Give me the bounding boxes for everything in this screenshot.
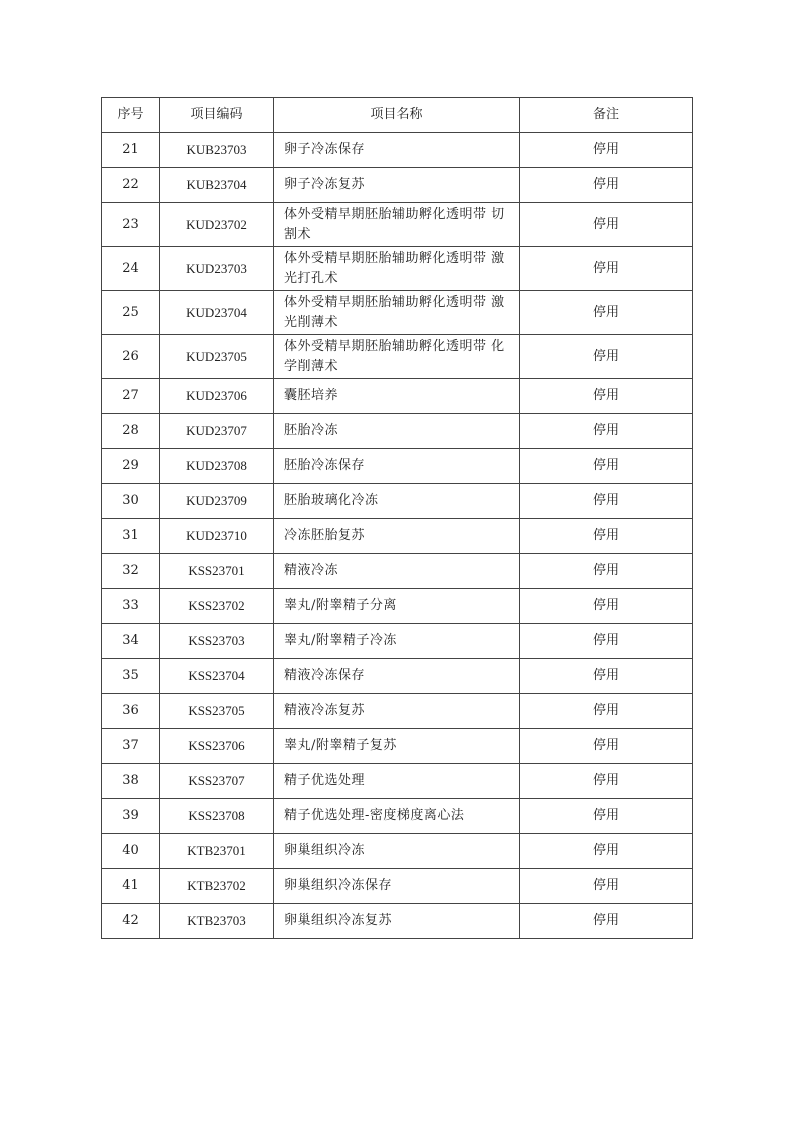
item-note: 停用 xyxy=(520,834,693,869)
item-code: KUD23710 xyxy=(160,519,274,554)
item-name: 体外受精早期胚胎辅助孵化透明带 激光打孔术 xyxy=(274,247,520,291)
item-name: 胚胎玻璃化冷冻 xyxy=(274,484,520,519)
items-table xyxy=(101,97,693,939)
item-code: KUD23706 xyxy=(160,379,274,414)
item-name: 卵巢组织冷冻复苏 xyxy=(274,904,520,939)
row-number: 28 xyxy=(102,414,160,449)
item-code: KUB23704 xyxy=(160,168,274,203)
table-row xyxy=(102,168,693,203)
item-code: KSS23703 xyxy=(160,624,274,659)
item-name: 胚胎冷冻保存 xyxy=(274,449,520,484)
item-note: 停用 xyxy=(520,799,693,834)
header-note: 备注 xyxy=(520,98,693,133)
row-number: 25 xyxy=(102,291,160,335)
row-number: 21 xyxy=(102,133,160,168)
item-name: 囊胚培养 xyxy=(274,379,520,414)
row-number: 33 xyxy=(102,589,160,624)
table-row xyxy=(102,764,693,799)
table-row xyxy=(102,799,693,834)
item-name: 精液冷冻 xyxy=(274,554,520,589)
row-number: 24 xyxy=(102,247,160,291)
item-name: 卵子冷冻复苏 xyxy=(274,168,520,203)
item-code: KUD23703 xyxy=(160,247,274,291)
item-name: 体外受精早期胚胎辅助孵化透明带 激光削薄术 xyxy=(274,291,520,335)
item-name: 睾丸/附睾精子分离 xyxy=(274,589,520,624)
row-number: 36 xyxy=(102,694,160,729)
row-number: 35 xyxy=(102,659,160,694)
item-code: KTB23702 xyxy=(160,869,274,904)
row-number: 41 xyxy=(102,869,160,904)
item-code: KUD23705 xyxy=(160,335,274,379)
item-name: 卵巢组织冷冻保存 xyxy=(274,869,520,904)
row-number: 30 xyxy=(102,484,160,519)
item-note: 停用 xyxy=(520,133,693,168)
table-row xyxy=(102,554,693,589)
item-note: 停用 xyxy=(520,589,693,624)
table-row xyxy=(102,694,693,729)
row-number: 40 xyxy=(102,834,160,869)
item-name: 睾丸/附睾精子复苏 xyxy=(274,729,520,764)
table-row xyxy=(102,519,693,554)
item-code: KTB23701 xyxy=(160,834,274,869)
item-name: 精子优选处理-密度梯度离心法 xyxy=(274,799,520,834)
item-name: 体外受精早期胚胎辅助孵化透明带 化学削薄术 xyxy=(274,335,520,379)
item-code: KUD23709 xyxy=(160,484,274,519)
item-note: 停用 xyxy=(520,869,693,904)
table-row xyxy=(102,414,693,449)
row-number: 32 xyxy=(102,554,160,589)
item-code: KSS23708 xyxy=(160,799,274,834)
item-code: KUB23703 xyxy=(160,133,274,168)
item-code: KSS23701 xyxy=(160,554,274,589)
table-row xyxy=(102,624,693,659)
table-row xyxy=(102,335,693,379)
item-note: 停用 xyxy=(520,379,693,414)
row-number: 34 xyxy=(102,624,160,659)
item-note: 停用 xyxy=(520,659,693,694)
item-code: KSS23704 xyxy=(160,659,274,694)
table-row xyxy=(102,449,693,484)
table-row xyxy=(102,247,693,291)
row-number: 31 xyxy=(102,519,160,554)
table-row xyxy=(102,729,693,764)
item-name: 精子优选处理 xyxy=(274,764,520,799)
row-number: 22 xyxy=(102,168,160,203)
item-note: 停用 xyxy=(520,291,693,335)
table-row xyxy=(102,659,693,694)
item-note: 停用 xyxy=(520,449,693,484)
table-row xyxy=(102,589,693,624)
item-code: KTB23703 xyxy=(160,904,274,939)
header-row xyxy=(102,98,693,133)
item-name: 睾丸/附睾精子冷冻 xyxy=(274,624,520,659)
table-row xyxy=(102,904,693,939)
item-code: KSS23706 xyxy=(160,729,274,764)
item-name: 冷冻胚胎复苏 xyxy=(274,519,520,554)
table-row xyxy=(102,834,693,869)
item-code: KSS23702 xyxy=(160,589,274,624)
item-code: KSS23705 xyxy=(160,694,274,729)
table-row xyxy=(102,133,693,168)
row-number: 39 xyxy=(102,799,160,834)
item-name: 体外受精早期胚胎辅助孵化透明带 切割术 xyxy=(274,203,520,247)
item-note: 停用 xyxy=(520,764,693,799)
row-number: 27 xyxy=(102,379,160,414)
item-note: 停用 xyxy=(520,624,693,659)
item-note: 停用 xyxy=(520,203,693,247)
item-note: 停用 xyxy=(520,554,693,589)
row-number: 26 xyxy=(102,335,160,379)
row-number: 23 xyxy=(102,203,160,247)
item-note: 停用 xyxy=(520,247,693,291)
item-name: 胚胎冷冻 xyxy=(274,414,520,449)
row-number: 38 xyxy=(102,764,160,799)
table-row xyxy=(102,379,693,414)
table-row xyxy=(102,291,693,335)
row-number: 42 xyxy=(102,904,160,939)
item-note: 停用 xyxy=(520,729,693,764)
table-row xyxy=(102,869,693,904)
item-note: 停用 xyxy=(520,519,693,554)
item-code: KUD23704 xyxy=(160,291,274,335)
header-no: 序号 xyxy=(102,98,160,133)
item-note: 停用 xyxy=(520,484,693,519)
item-name: 精液冷冻复苏 xyxy=(274,694,520,729)
item-note: 停用 xyxy=(520,904,693,939)
item-note: 停用 xyxy=(520,168,693,203)
table-body xyxy=(102,133,693,939)
row-number: 29 xyxy=(102,449,160,484)
header-code: 项目编码 xyxy=(160,98,274,133)
item-code: KUD23708 xyxy=(160,449,274,484)
table-row xyxy=(102,484,693,519)
table-row xyxy=(102,203,693,247)
item-note: 停用 xyxy=(520,414,693,449)
item-code: KUD23707 xyxy=(160,414,274,449)
item-name: 精液冷冻保存 xyxy=(274,659,520,694)
item-code: KSS23707 xyxy=(160,764,274,799)
header-name: 项目名称 xyxy=(274,98,520,133)
item-name: 卵巢组织冷冻 xyxy=(274,834,520,869)
row-number: 37 xyxy=(102,729,160,764)
item-note: 停用 xyxy=(520,335,693,379)
item-name: 卵子冷冻保存 xyxy=(274,133,520,168)
item-note: 停用 xyxy=(520,694,693,729)
item-code: KUD23702 xyxy=(160,203,274,247)
